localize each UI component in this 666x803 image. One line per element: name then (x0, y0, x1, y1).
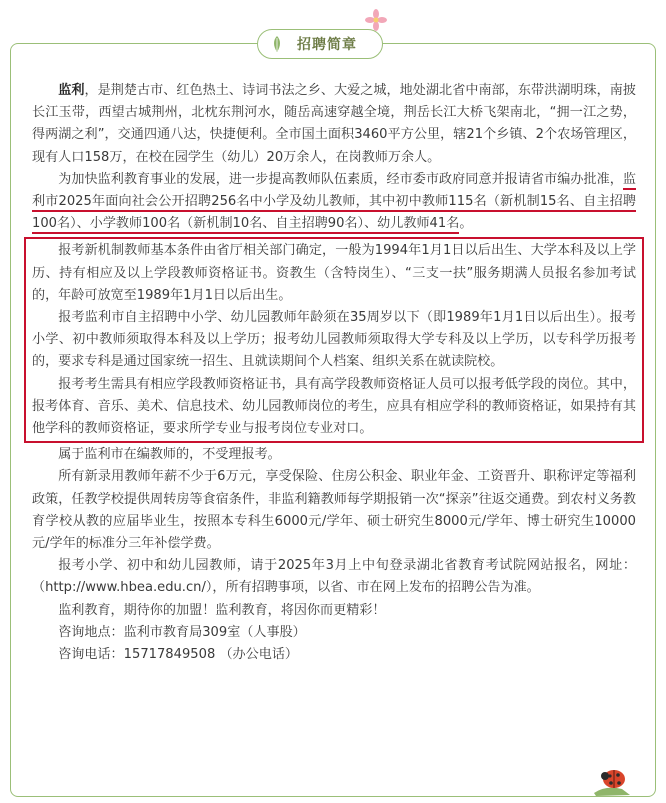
benefits-paragraph: 所有新录用教师年薪不少于6万元，享受保险、住房公积金、职业年金、工资晋升、职称评定等福利政策，任教学校提供周转房等食宿条件，非监利籍教师每学期报销一次“探亲”往返交通费。到农村义务教育学校从教的应届毕业生，按照本专科生6000元/学年、硕士研究生8000元/学年、博士研究生10000元/学年的标准分三年补偿学费。 (32, 469, 636, 552)
plan-post-text: 。 (459, 216, 473, 232)
city-name: 监利 (58, 83, 85, 98)
plan-pre-text: 为加快监利教育事业的发展，进一步提高教师队伍素质，经市委市政府同意并报请省市编办批准， (58, 171, 623, 187)
tail-paragraph: 属于监利市在编教师的，不受理报考。 (58, 447, 281, 463)
slogan: 监利教育，期待你的加盟！监利教育，将因你而更精彩！ (58, 602, 386, 618)
intro-paragraph (32, 80, 636, 169)
condition-paragraph: 报考新机制教师基本条件由省厅相关部门确定，一般为1994年1月1日以后出生、大学本科及以上学历、持有相应及以上学段教师资格证书。资教生（含特岗生）、“三支一扶”服务期满人员报名参加考试的，年龄可放宽至1989年1月1日以后出生。 (32, 243, 636, 303)
condition-paragraph: 报考考生需具有相应学段教师资格证书，具有高学段教师资格证人员可以报考低学段的岗位。其中，报考体育、音乐、美术、信息技术、幼儿园教师岗位的考生，应具有相应学科的教师资格证，如果持有其他学科的教师资格证，要求所学专业与报考岗位专业对口。 (32, 376, 636, 437)
plan-paragraph (32, 169, 636, 236)
ladybug-icon (592, 763, 632, 797)
registration-paragraph: 报考小学、初中和幼儿园教师，请于2025年3月上中旬登录湖北省教育考试院网站报名，网址：（http://www.hbea.edu.cn/），所有招聘事项，以省、市在网上发布的招聘公告为准。 (32, 558, 636, 596)
conditions-box (24, 237, 644, 443)
title-tab (257, 29, 383, 59)
highlighted-quota-text: 监利市2025年面向社会公开招聘256名中小学及幼儿教师，其中初中教师115名（新机制15名、自主招聘100名）、小学教师100名（新机制10名、自主招聘90名）、幼儿教师41名 (32, 172, 636, 234)
condition-paragraph: 报考监利市自主招聘中小学、幼儿园教师年龄须在35周岁以下（即1989年1月1日以后出生）。报考小学、初中教师须取得本科及以上学历；报考幼儿园教师须取得大学专科及以上学历，以专科学历报考的，要求专科是通过国家统一招生、且就读期间个人档案、组织关系在就读院校。 (32, 310, 636, 370)
page-title: 招聘简章 (297, 37, 357, 53)
contact-address: 咨询地点：监利市教育局309室（人事股） (58, 624, 306, 640)
contact-phone: 咨询电话：15717849508 （办公电话） (58, 647, 299, 663)
leaf-icon (272, 36, 282, 52)
article-body (32, 80, 636, 666)
intro-text: ，是荆楚古市、红色热土、诗词书法之乡、大爱之城，地处湖北省中南部，东带洪湖明珠，南披长江玉带，西望古城荆州，北枕东荆河水，随岳高速穿越全境，荆岳长江大桥飞架南北，“拥一江之势，得两湖之利”，交通四通八达，快捷便利。全市国土面积3460平方公里，辖21个乡镇、2个农场管理区，现有人口158万，在校在园学生（幼儿）20万余人，在岗教师万余人。 (32, 83, 637, 165)
